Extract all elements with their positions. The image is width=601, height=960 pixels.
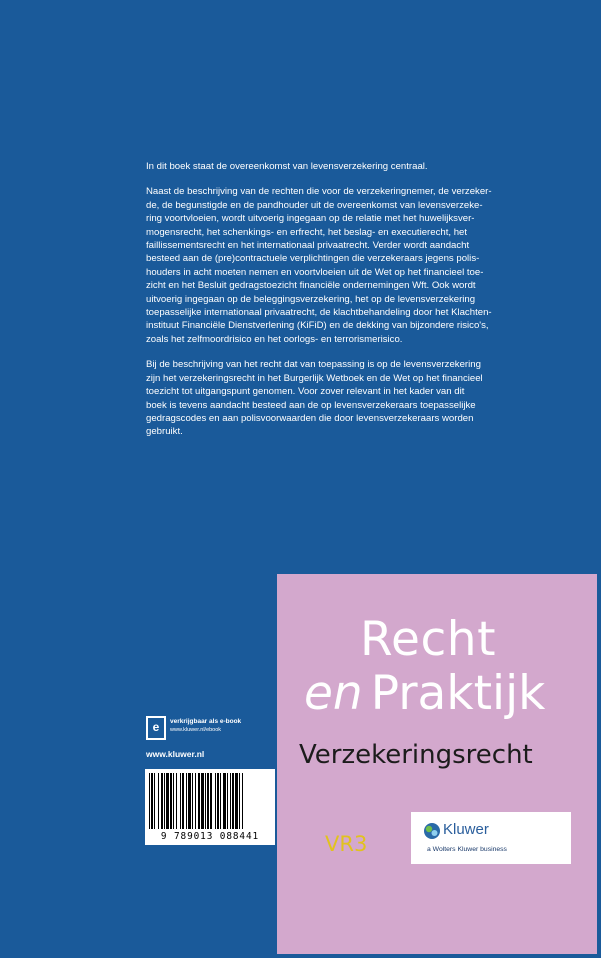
back-cover-blurb — [146, 160, 574, 451]
series-title-recht: Recht — [360, 612, 497, 667]
blurb-paragraph-3: Bij de beschrijving van het recht dat van toepassing is op de levensverzekering zijn het verzekeringsrecht in het Burgerlijk Wetboek en de Wet op het financieel toezicht tot uitgangspunt genomen. Voor zover relevant in het kader van dit boek is tevens aandacht besteed aan de op levensverzekeraars toepasselijke gedragscodes en aan polisvoorwaarden die door levensverzekeraars worden gebruikt. — [146, 359, 483, 438]
blurb-paragraph-1: In dit boek staat de overeenkomst van levensverzekering centraal. — [146, 161, 428, 172]
publisher-name: Kluwer — [443, 821, 489, 838]
publisher-logo-box — [411, 812, 571, 864]
ebook-availability — [170, 718, 241, 734]
series-title-line2 — [304, 666, 545, 721]
ebook-icon — [146, 716, 166, 740]
isbn-barcode — [145, 769, 275, 845]
book-subtitle: Verzekeringsrecht — [299, 740, 533, 770]
barcode-bar — [223, 773, 226, 829]
barcode-bar — [232, 773, 234, 829]
barcode-bar — [201, 773, 204, 829]
barcode-bar — [239, 773, 240, 829]
svg-text:e: e — [152, 720, 160, 734]
barcode-bar — [161, 773, 163, 829]
ebook-url: www.kluwer.nl/ebook — [170, 727, 222, 733]
barcode-bar — [195, 773, 196, 829]
barcode-bar — [180, 773, 181, 829]
barcode-bar — [154, 773, 155, 829]
barcode-bar — [207, 773, 209, 829]
barcode-bar — [186, 773, 187, 829]
barcode-bar — [192, 773, 193, 829]
barcode-bar — [173, 773, 174, 829]
publisher-tagline: a Wolters Kluwer business — [427, 846, 507, 853]
series-title-praktijk: Praktijk — [370, 666, 546, 721]
publisher-website: www.kluwer.nl — [146, 749, 205, 759]
ebook-label: verkrijgbaar als e-book — [170, 718, 242, 725]
barcode-bar — [242, 773, 243, 829]
barcode-bar — [164, 773, 165, 829]
series-panel — [277, 574, 597, 954]
barcode-bar — [170, 773, 172, 829]
barcode-bar — [220, 773, 221, 829]
barcode-bar — [176, 773, 177, 829]
barcode-digits: 9 789013 088441 — [160, 831, 260, 842]
barcode-bar — [166, 773, 169, 829]
series-title-en: en — [304, 666, 363, 721]
barcode-bar — [198, 773, 200, 829]
barcode-bars — [145, 769, 275, 831]
blurb-paragraph-2: Naast de beschrijving van de rechten die voor de verzekeringnemer, de verzeker- de, de begunstigde en de pandhouder uit de overeenkomst van levensverzeke- ring voortvloeien, wordt uitvoerig ingegaan op de relatie met het huwelijksver- mogensrecht, het schenkings- en erfrecht, het beslag- en executierecht, het faillissementsrecht en het internationaal privaatrecht. Verder wordt aandacht besteed aan de (pre)contractuele verplichtingen die verzekeraars jegens polis- houders in acht moeten nemen en voortvloeien uit de Wet op het financieel toe- zicht en het Besluit gedragstoezicht financiële ondernemingen Wft. Ook wordt uitvoerig ingegaan op de beleggingsverzekering, het op de levensverzekering toepasselijke internationaal privaatrecht, de klachtbehandeling door het Klachten- instituut Financiële Dienstverlening (KiFiD) en de dekking van bijzondere risico's, zoals het zelfmoordrisico en het oorlogs- en terrorismerisico. — [146, 186, 492, 345]
barcode-bar — [217, 773, 219, 829]
barcode-bar — [151, 773, 153, 829]
series-code: VR3 — [325, 832, 368, 856]
barcode-bar — [215, 773, 216, 829]
barcode-bar — [182, 773, 184, 829]
barcode-bar — [210, 773, 212, 829]
barcode-bar — [227, 773, 228, 829]
barcode-bar — [188, 773, 191, 829]
barcode-bar — [149, 773, 150, 829]
barcode-bar — [230, 773, 231, 829]
barcode-bar — [205, 773, 206, 829]
kluwer-globe-icon — [423, 822, 441, 840]
barcode-bar — [235, 773, 238, 829]
barcode-bar — [158, 773, 159, 829]
